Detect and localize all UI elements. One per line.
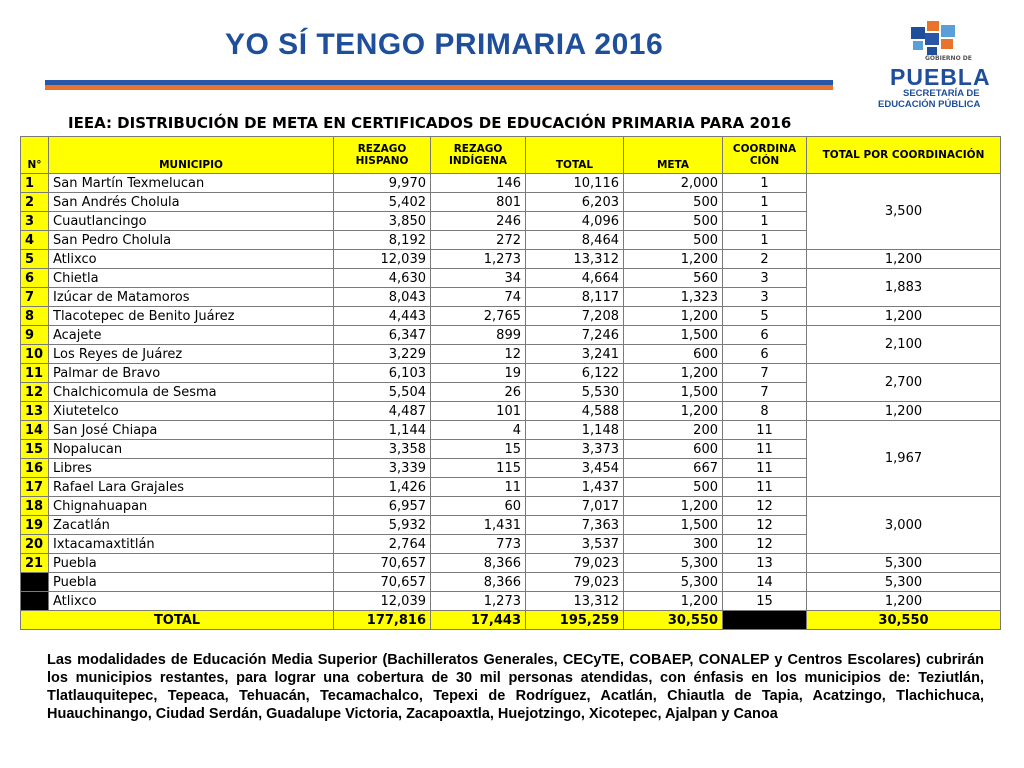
total-cell: 8,464	[526, 231, 624, 250]
totals-meta: 30,550	[624, 611, 723, 630]
meta-cell: 5,300	[624, 573, 723, 592]
total-cell: 1,437	[526, 478, 624, 497]
rezago-indigena-cell: 1,273	[431, 592, 526, 611]
logo-name: PUEBLA	[890, 64, 991, 90]
municipio-cell: Acajete	[49, 326, 334, 345]
table-body	[21, 174, 1001, 630]
row-number: 11	[21, 364, 49, 383]
rezago-hispano-cell: 5,402	[334, 193, 431, 212]
table-row	[21, 573, 1001, 592]
row-number: 14	[21, 421, 49, 440]
municipio-cell: San Martín Texmelucan	[49, 174, 334, 193]
total-cell: 13,312	[526, 592, 624, 611]
total-cell: 1,148	[526, 421, 624, 440]
header-total-coordinacion: TOTAL POR COORDINACIÓN	[807, 137, 1001, 174]
coordinacion-cell: 15	[723, 592, 807, 611]
total-cell: 3,241	[526, 345, 624, 364]
rezago-hispano-cell: 8,043	[334, 288, 431, 307]
totals-row	[21, 611, 1001, 630]
rezago-indigena-cell: 2,765	[431, 307, 526, 326]
rezago-indigena-cell: 26	[431, 383, 526, 402]
total-cell: 3,373	[526, 440, 624, 459]
table-row	[21, 364, 1001, 383]
rezago-indigena-cell: 8,366	[431, 554, 526, 573]
rezago-hispano-cell: 1,426	[334, 478, 431, 497]
header-municipio: MUNICIPIO	[49, 137, 334, 174]
coordinacion-cell: 3	[723, 269, 807, 288]
municipio-cell: Los Reyes de Juárez	[49, 345, 334, 364]
coordinacion-cell: 7	[723, 383, 807, 402]
table-header-row	[21, 137, 1001, 174]
row-number: 2	[21, 193, 49, 212]
coordinacion-cell: 2	[723, 250, 807, 269]
total-por-coordinacion-cell: 3,500	[807, 174, 1001, 250]
table-row	[21, 592, 1001, 611]
meta-cell: 667	[624, 459, 723, 478]
municipio-cell: Rafael Lara Grajales	[49, 478, 334, 497]
meta-cell: 5,300	[624, 554, 723, 573]
total-cell: 6,203	[526, 193, 624, 212]
logo-line1: SECRETARÍA DE	[903, 88, 980, 99]
coordinacion-cell: 12	[723, 516, 807, 535]
municipio-cell: Chalchicomula de Sesma	[49, 383, 334, 402]
government-logo	[870, 15, 1005, 110]
total-cell: 3,454	[526, 459, 624, 478]
table-row	[21, 497, 1001, 516]
row-number: 19	[21, 516, 49, 535]
rezago-hispano-cell: 1,144	[334, 421, 431, 440]
header-total: TOTAL	[526, 137, 624, 174]
header-rezago-hispano: REZAGO HISPANO	[334, 137, 431, 174]
header-rezago-indigena: REZAGO INDÍGENA	[431, 137, 526, 174]
coordinacion-cell: 12	[723, 497, 807, 516]
municipio-cell: Chietla	[49, 269, 334, 288]
table-row	[21, 402, 1001, 421]
row-number: 1	[21, 174, 49, 193]
table-row	[21, 421, 1001, 440]
row-number: 10	[21, 345, 49, 364]
total-por-coordinacion-cell: 1,200	[807, 307, 1001, 326]
rezago-hispano-cell: 6,103	[334, 364, 431, 383]
row-number: 21	[21, 554, 49, 573]
rezago-indigena-cell: 4	[431, 421, 526, 440]
municipio-cell: Xiutetelco	[49, 402, 334, 421]
total-por-coordinacion-cell: 3,000	[807, 497, 1001, 554]
rezago-indigena-cell: 74	[431, 288, 526, 307]
row-number: 13	[21, 402, 49, 421]
coordinacion-cell: 6	[723, 345, 807, 364]
total-cell: 4,588	[526, 402, 624, 421]
underline-orange	[45, 85, 833, 90]
row-number	[21, 573, 49, 592]
totals-rezago-hispano: 177,816	[334, 611, 431, 630]
row-number: 6	[21, 269, 49, 288]
rezago-hispano-cell: 4,443	[334, 307, 431, 326]
total-cell: 3,537	[526, 535, 624, 554]
rezago-indigena-cell: 272	[431, 231, 526, 250]
municipio-cell: San Pedro Cholula	[49, 231, 334, 250]
total-cell: 4,096	[526, 212, 624, 231]
rezago-indigena-cell: 1,431	[431, 516, 526, 535]
coordinacion-cell: 13	[723, 554, 807, 573]
total-cell: 5,530	[526, 383, 624, 402]
rezago-indigena-cell: 19	[431, 364, 526, 383]
total-por-coordinacion-cell: 5,300	[807, 554, 1001, 573]
coordinacion-cell: 11	[723, 421, 807, 440]
row-number: 8	[21, 307, 49, 326]
coordinacion-cell: 1	[723, 231, 807, 250]
rezago-indigena-cell: 60	[431, 497, 526, 516]
table-row	[21, 250, 1001, 269]
header-meta: META	[624, 137, 723, 174]
header-no: N°	[21, 137, 49, 174]
total-cell: 13,312	[526, 250, 624, 269]
rezago-indigena-cell: 146	[431, 174, 526, 193]
municipio-cell: San José Chiapa	[49, 421, 334, 440]
coordinacion-cell: 3	[723, 288, 807, 307]
coordinacion-cell: 11	[723, 478, 807, 497]
row-number: 5	[21, 250, 49, 269]
rezago-indigena-cell: 899	[431, 326, 526, 345]
row-number: 16	[21, 459, 49, 478]
municipio-cell: San Andrés Cholula	[49, 193, 334, 212]
rezago-indigena-cell: 801	[431, 193, 526, 212]
table-title: IEEA: DISTRIBUCIÓN DE META EN CERTIFICADOS DE EDUCACIÓN PRIMARIA PARA 2016	[68, 114, 792, 132]
rezago-hispano-cell: 2,764	[334, 535, 431, 554]
municipio-cell: Palmar de Bravo	[49, 364, 334, 383]
coordinacion-cell: 6	[723, 326, 807, 345]
rezago-hispano-cell: 3,850	[334, 212, 431, 231]
total-por-coordinacion-cell: 1,883	[807, 269, 1001, 307]
meta-cell: 1,200	[624, 402, 723, 421]
total-cell: 79,023	[526, 554, 624, 573]
logo-top-text: GOBIERNO DE	[925, 55, 972, 62]
municipio-cell: Cuautlancingo	[49, 212, 334, 231]
total-por-coordinacion-cell: 2,700	[807, 364, 1001, 402]
rezago-hispano-cell: 4,487	[334, 402, 431, 421]
total-cell: 4,664	[526, 269, 624, 288]
rezago-indigena-cell: 12	[431, 345, 526, 364]
coordinacion-cell: 14	[723, 573, 807, 592]
table-row	[21, 326, 1001, 345]
coordinacion-cell: 1	[723, 174, 807, 193]
coordinacion-cell: 11	[723, 459, 807, 478]
meta-cell: 500	[624, 193, 723, 212]
row-number: 4	[21, 231, 49, 250]
total-por-coordinacion-cell: 1,200	[807, 402, 1001, 421]
rezago-hispano-cell: 4,630	[334, 269, 431, 288]
rezago-indigena-cell: 115	[431, 459, 526, 478]
footnote-text: Las modalidades de Educación Media Superior (Bachilleratos Generales, CECyTE, COBAEP, CONALEP y Centros Escolares) cubrirán los municipios restantes, para lograr una cobertura de 30 mil personas atendidas, con énfasis en los municipios de: Teziutlán, Tlatlauquitepec, Tepeaca, Tehuacán, Tecamachalco, Tepexi de Rodríguez, Acatlán, Chiautla de Tapia, Acatzingo, Tlachichuca, Huauchinango, Ciudad Serdán, Guadalupe Victoria, Zacapoaxtla, Huejotzingo, Xicotepec, Ajalpan y Canoa	[47, 652, 984, 722]
coordinacion-cell: 11	[723, 440, 807, 459]
distribution-table	[20, 136, 1001, 630]
row-number: 15	[21, 440, 49, 459]
rezago-hispano-cell: 9,970	[334, 174, 431, 193]
row-number: 9	[21, 326, 49, 345]
rezago-hispano-cell: 5,932	[334, 516, 431, 535]
totals-coordinacion-blank	[723, 611, 807, 630]
municipio-cell: Nopalucan	[49, 440, 334, 459]
total-cell: 79,023	[526, 573, 624, 592]
meta-cell: 500	[624, 478, 723, 497]
rezago-indigena-cell: 11	[431, 478, 526, 497]
rezago-indigena-cell: 246	[431, 212, 526, 231]
rezago-hispano-cell: 3,358	[334, 440, 431, 459]
meta-cell: 600	[624, 440, 723, 459]
rezago-hispano-cell: 6,957	[334, 497, 431, 516]
total-por-coordinacion-cell: 2,100	[807, 326, 1001, 364]
meta-cell: 600	[624, 345, 723, 364]
header-coordinacion: COORDINA CIÓN	[723, 137, 807, 174]
slide-title: YO SÍ TENGO PRIMARIA 2016	[225, 28, 664, 61]
rezago-hispano-cell: 70,657	[334, 554, 431, 573]
total-cell: 7,246	[526, 326, 624, 345]
row-number: 17	[21, 478, 49, 497]
coordinacion-cell: 1	[723, 212, 807, 231]
meta-cell: 2,000	[624, 174, 723, 193]
meta-cell: 1,500	[624, 516, 723, 535]
municipio-cell: Chignahuapan	[49, 497, 334, 516]
row-number: 18	[21, 497, 49, 516]
row-number	[21, 592, 49, 611]
coordinacion-cell: 8	[723, 402, 807, 421]
rezago-hispano-cell: 6,347	[334, 326, 431, 345]
rezago-indigena-cell: 8,366	[431, 573, 526, 592]
table-row	[21, 269, 1001, 288]
total-cell: 7,208	[526, 307, 624, 326]
rezago-hispano-cell: 12,039	[334, 250, 431, 269]
municipio-cell: Atlixco	[49, 250, 334, 269]
coordinacion-cell: 7	[723, 364, 807, 383]
rezago-hispano-cell: 5,504	[334, 383, 431, 402]
rezago-indigena-cell: 773	[431, 535, 526, 554]
rezago-hispano-cell: 8,192	[334, 231, 431, 250]
rezago-indigena-cell: 101	[431, 402, 526, 421]
municipio-cell: Atlixco	[49, 592, 334, 611]
coordinacion-cell: 1	[723, 193, 807, 212]
total-cell: 7,363	[526, 516, 624, 535]
total-por-coordinacion-cell: 1,200	[807, 592, 1001, 611]
municipio-cell: Puebla	[49, 554, 334, 573]
row-number: 7	[21, 288, 49, 307]
municipio-cell: Zacatlán	[49, 516, 334, 535]
totals-label: TOTAL	[21, 611, 334, 630]
title-underline	[45, 80, 833, 90]
totals-total: 195,259	[526, 611, 624, 630]
municipio-cell: Ixtacamaxtitlán	[49, 535, 334, 554]
meta-cell: 560	[624, 269, 723, 288]
municipio-cell: Libres	[49, 459, 334, 478]
meta-cell: 1,200	[624, 307, 723, 326]
municipio-cell: Izúcar de Matamoros	[49, 288, 334, 307]
rezago-indigena-cell: 34	[431, 269, 526, 288]
table-row	[21, 174, 1001, 193]
meta-cell: 1,200	[624, 592, 723, 611]
total-cell: 8,117	[526, 288, 624, 307]
totals-total-coordinacion: 30,550	[807, 611, 1001, 630]
meta-cell: 1,323	[624, 288, 723, 307]
rezago-hispano-cell: 12,039	[334, 592, 431, 611]
meta-cell: 1,200	[624, 497, 723, 516]
table-row	[21, 307, 1001, 326]
meta-cell: 1,500	[624, 326, 723, 345]
rezago-hispano-cell: 70,657	[334, 573, 431, 592]
rezago-indigena-cell: 15	[431, 440, 526, 459]
total-por-coordinacion-cell: 1,967	[807, 421, 1001, 497]
meta-cell: 1,500	[624, 383, 723, 402]
row-number: 12	[21, 383, 49, 402]
meta-cell: 1,200	[624, 250, 723, 269]
total-cell: 10,116	[526, 174, 624, 193]
row-number: 3	[21, 212, 49, 231]
logo-line2: EDUCACIÓN PÚBLICA	[878, 99, 981, 110]
meta-cell: 1,200	[624, 364, 723, 383]
meta-cell: 500	[624, 212, 723, 231]
total-cell: 6,122	[526, 364, 624, 383]
meta-cell: 500	[624, 231, 723, 250]
meta-cell: 200	[624, 421, 723, 440]
row-number: 20	[21, 535, 49, 554]
rezago-hispano-cell: 3,229	[334, 345, 431, 364]
meta-cell: 300	[624, 535, 723, 554]
total-por-coordinacion-cell: 1,200	[807, 250, 1001, 269]
municipio-cell: Puebla	[49, 573, 334, 592]
coordinacion-cell: 12	[723, 535, 807, 554]
municipio-cell: Tlacotepec de Benito Juárez	[49, 307, 334, 326]
table-row	[21, 554, 1001, 573]
coordinacion-cell: 5	[723, 307, 807, 326]
rezago-indigena-cell: 1,273	[431, 250, 526, 269]
total-cell: 7,017	[526, 497, 624, 516]
total-por-coordinacion-cell: 5,300	[807, 573, 1001, 592]
rezago-hispano-cell: 3,339	[334, 459, 431, 478]
totals-rezago-indigena: 17,443	[431, 611, 526, 630]
